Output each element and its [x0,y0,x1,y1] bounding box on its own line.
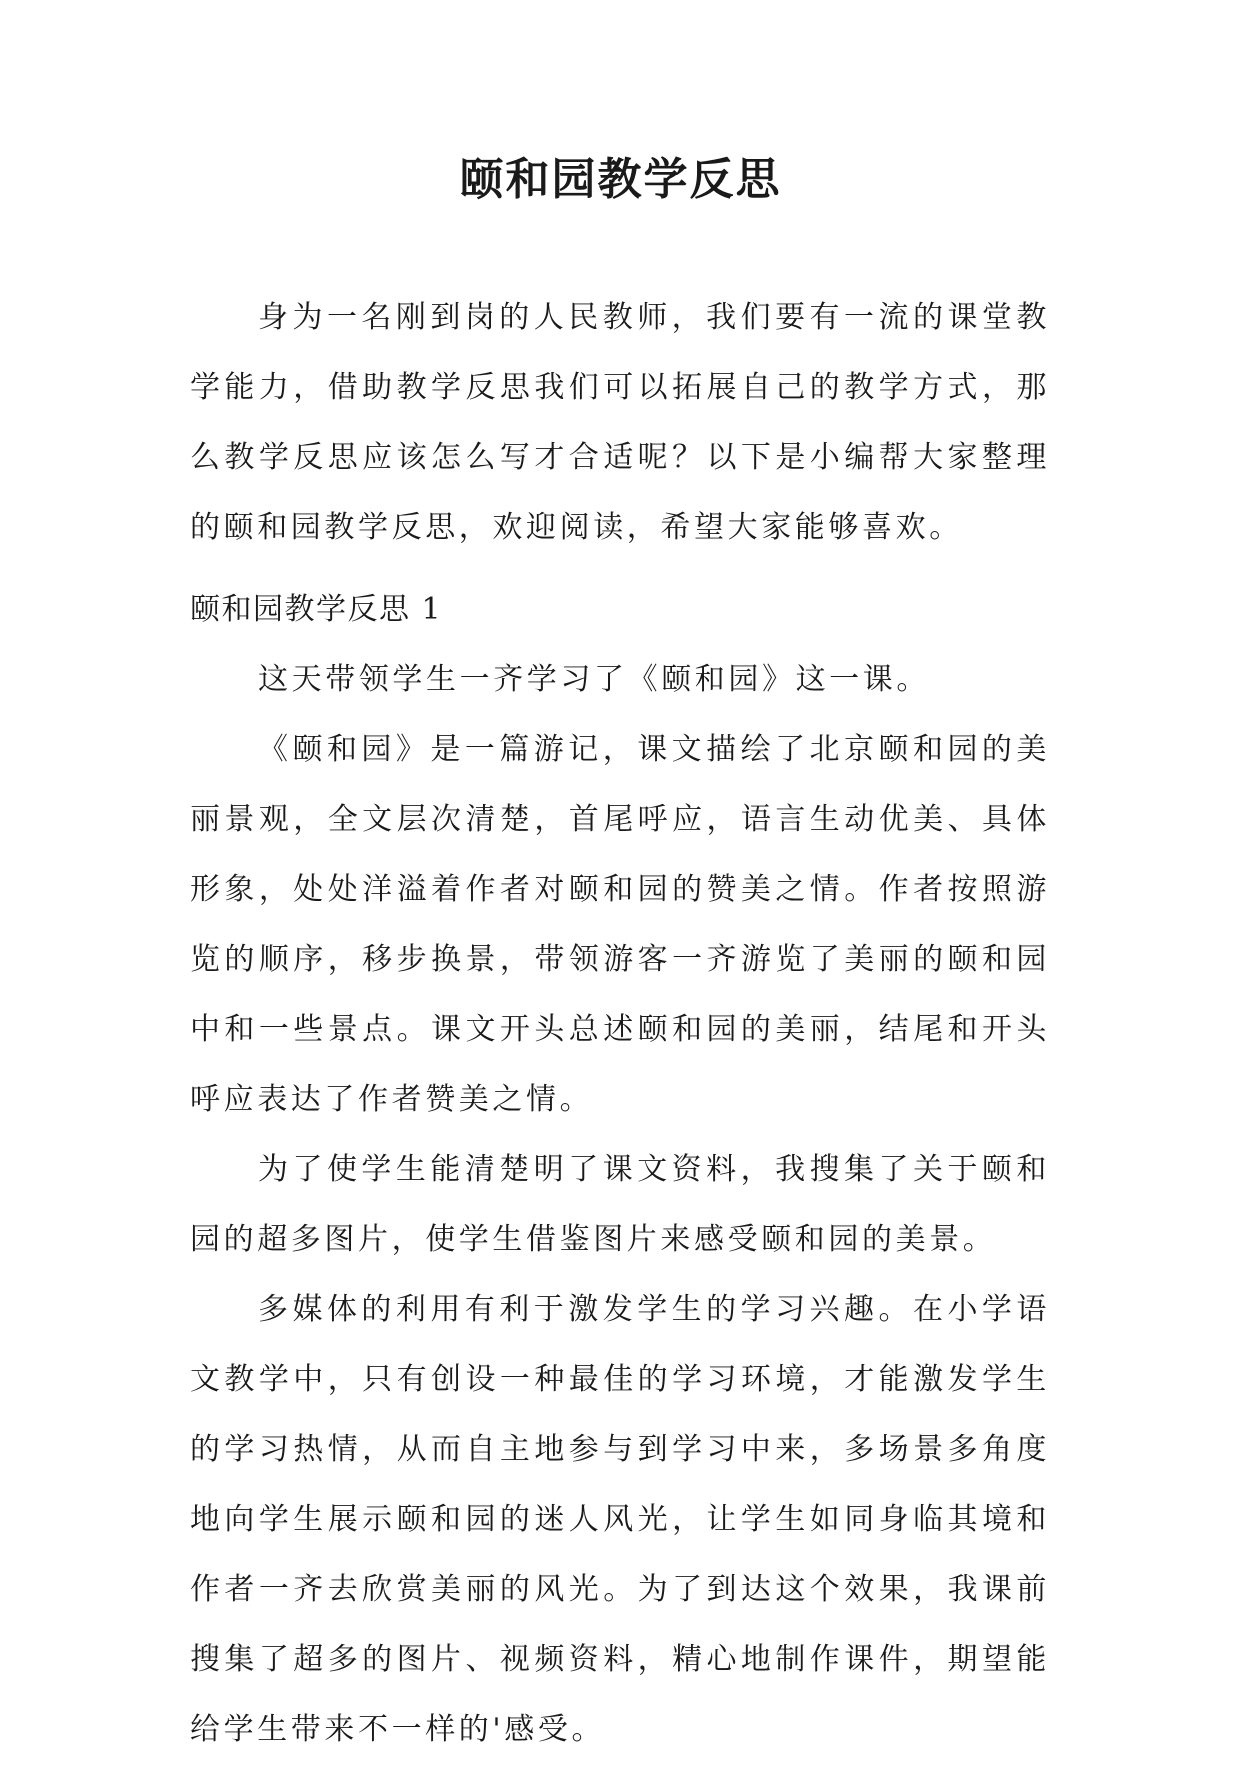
paragraph: 多媒体的利用有利于激发学生的学习兴趣。在小学语文教学中，只有创设一种最佳的学习环境，才能激发学生的学习热情，从而自主地参与到学习中来，多场景多角度地向学生展示颐和园的迷人风光，让学生如同身临其境和作者一齐去欣赏美丽的风光。为了到达这个效果，我课前搜集了超多的图片、视频资料，精心地制作课件，期望能给学生带来不一样的'感受。 [190,1292,1050,1747]
paragraph: 这天带领学生一齐学习了《颐和园》这一课。 [258,662,930,697]
paragraph: 《颐和园》是一篇游记，课文描绘了北京颐和园的美丽景观，全文层次清楚，首尾呼应，语言生动优美、具体形象，处处洋溢着作者对颐和园的赞美之情。作者按照游览的顺序，移步换景，带领游客一齐游览了美丽的颐和园中和一些景点。课文开头总述颐和园的美丽，结尾和开头呼应表达了作者赞美之情。 [190,732,1050,1117]
page-title: 颐和园教学反思 [459,154,782,205]
section-body [190,645,1050,1765]
section-heading: 颐和园教学反思 1 [190,592,443,627]
intro-paragraph: 身为一名刚到岗的人民教师，我们要有一流的课堂教学能力，借助教学反思我们可以拓展自己的教学方式，那么教学反思应该怎么写才合适呢？以下是小编帮大家整理的颐和园教学反思，欢迎阅读，希望大家能够喜欢。 [190,300,1050,545]
paragraph: 为了使学生能清楚明了课文资料，我搜集了关于颐和园的超多图片，使学生借鉴图片来感受颐和园的美景。 [190,1152,1050,1257]
